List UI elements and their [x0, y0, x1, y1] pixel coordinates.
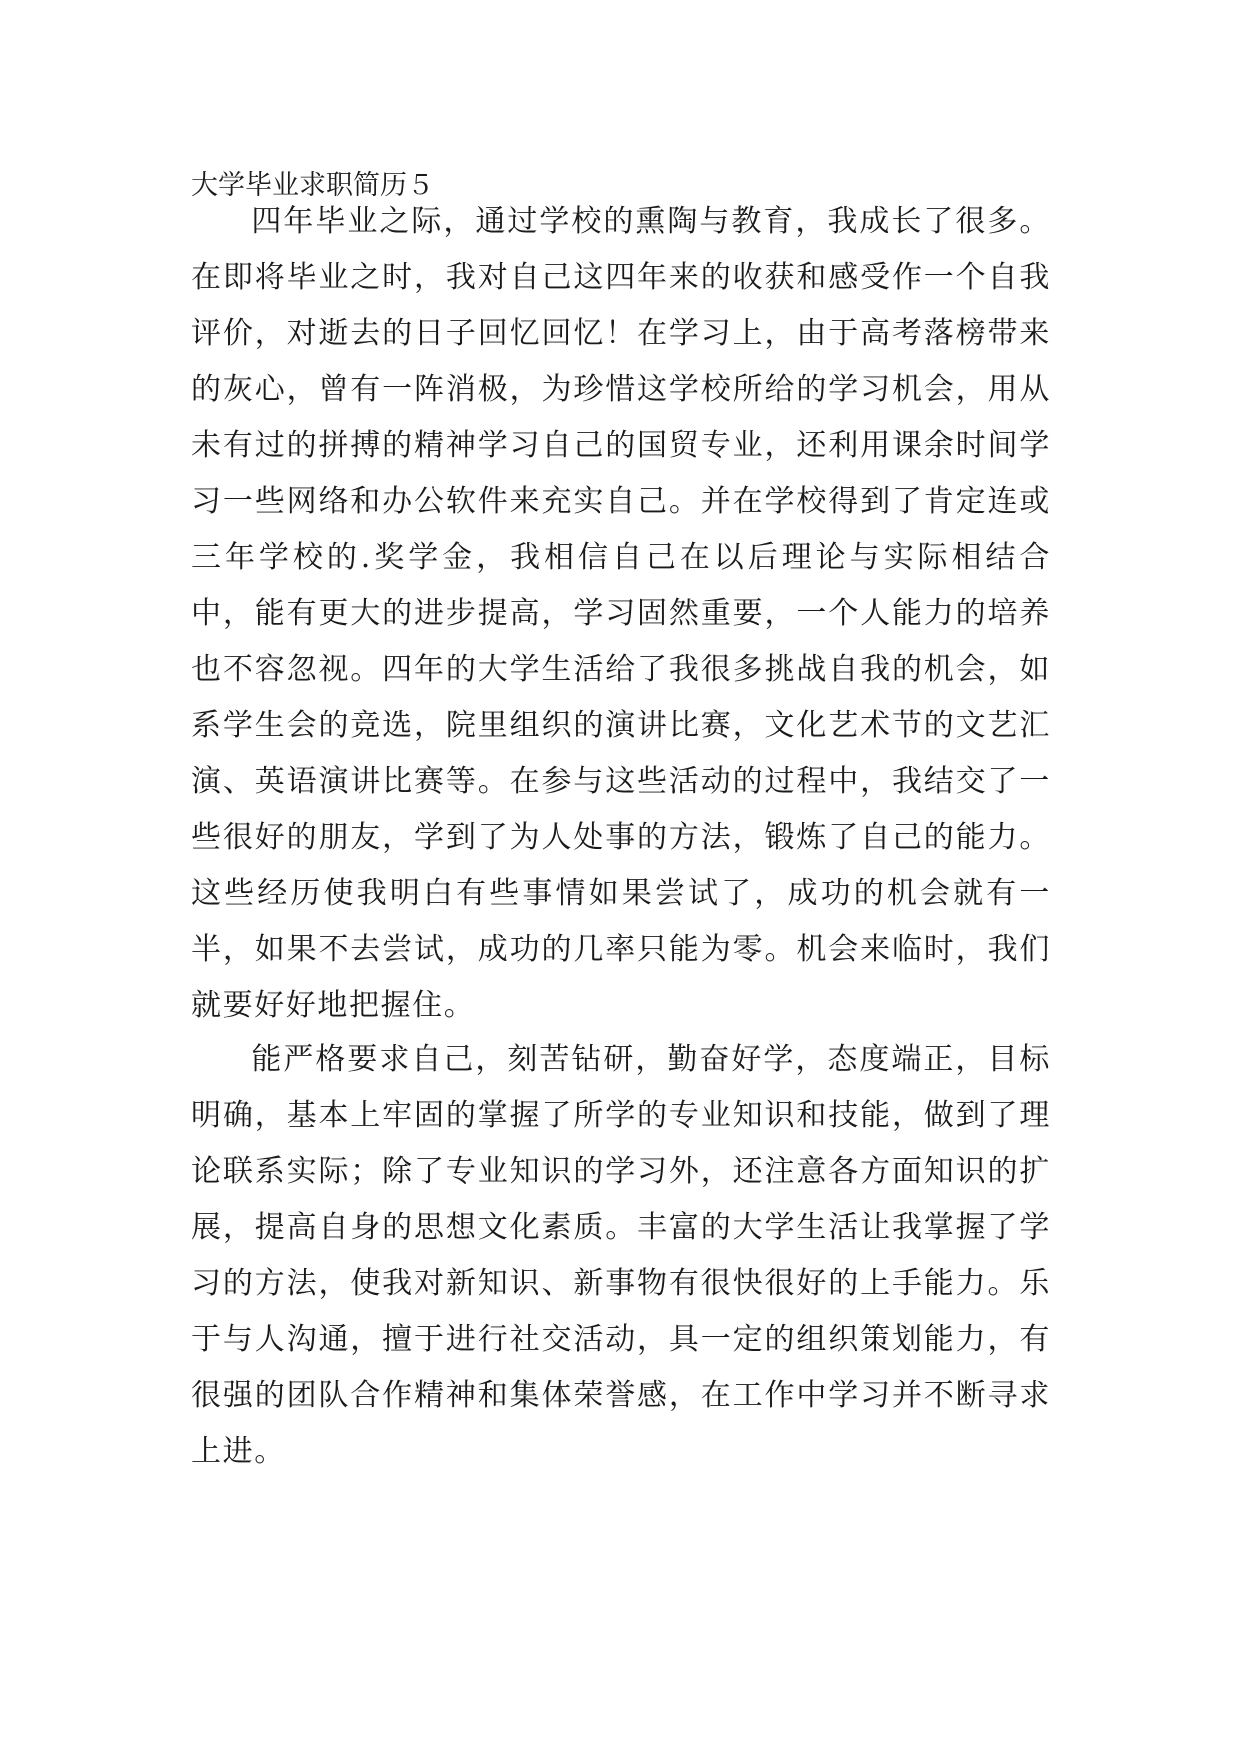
- paragraph-1-text: 四年毕业之际，通过学校的熏陶与教育，我成长了很多。在即将毕业之时，我对自己这四年来的收获和感受作一个自我评价，对逝去的日子回忆回忆！在学习上，由于高考落榜带来的灰心，曾有一阵消极，为珍惜这学校所给的学习机会，用从未有过的拼搏的精神学习自己的国贸专业，还利用课余时间学习一些网络和办公软件来充实自己。并在学校得到了肯定连或三年学校的.奖学金，我相信自己在以后理论与实际相结合中，能有更大的进步提高，学习固然重要，一个人能力的培养也不容忽视。四年的大学生活给了我很多挑战自我的机会，如系学生会的竞选，院里组织的演讲比赛，文化艺术节的文艺汇演、英语演讲比赛等。在参与这些活动的过程中，我结交了一些很好的朋友，学到了为人处事的方法，锻炼了自己的能力。这些经历使我明白有些事情如果尝试了，成功的机会就有一半，如果不去尝试，成功的几率只能为零。机会来临时，我们就要好好地把握住。: [191, 204, 1051, 1023]
- document-title: 大学毕业求职简历５: [191, 170, 434, 201]
- paragraph-2-text: 能严格要求自己，刻苦钻研，勤奋好学，态度端正，目标明确，基本上牢固的掌握了所学的专业知识和技能，做到了理论联系实际；除了专业知识的学习外，还注意各方面知识的扩展，提高自身的思想文化素质。丰富的大学生活让我掌握了学习的方法，使我对新知识、新事物有很快很好的上手能力。乐于与人沟通，擅于进行社交活动，具一定的组织策划能力，有很强的团队合作精神和集体荣誉感，在工作中学习并不断寻求上进。: [191, 1042, 1051, 1469]
- paragraph-2: [191, 1032, 1051, 1480]
- paragraph-1: [191, 194, 1051, 1034]
